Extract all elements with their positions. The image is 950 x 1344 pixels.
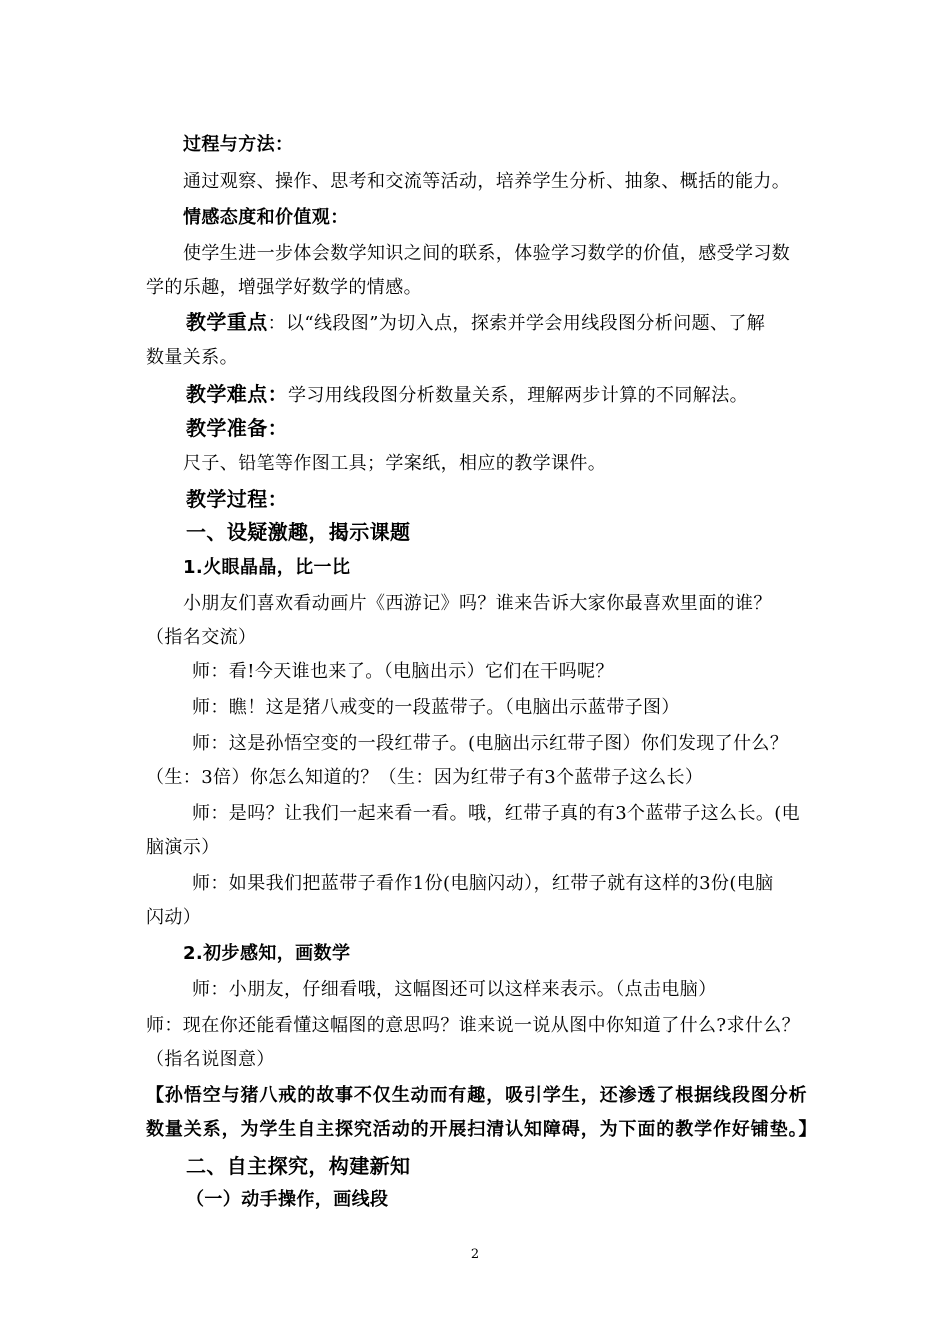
key-point-text: ：以“线段图”为切入点，探索并学会用线段图分析问题、了解 <box>267 313 766 334</box>
key-point-line2: 数量关系。 <box>146 347 238 368</box>
preparation-heading: 教学准备： <box>186 416 288 440</box>
paragraph-7: 师：小朋友，仔细看哦，这幅图还可以这样来表示。（点击电脑） <box>192 979 717 1000</box>
paragraph-2: 师：看!今天谁也来了。（电脑出示）它们在干吗呢？ <box>192 661 614 682</box>
paragraph-4-line2: （生：3倍）你怎么知道的？（生：因为红带子有3个蓝带子这么长） <box>146 767 704 788</box>
key-point-label: 教学重点 <box>186 310 268 334</box>
paragraph-8-line1: 师：现在你还能看懂这幅图的意思吗？谁来说一说从图中你知道了什么?求什么？ <box>146 1015 801 1036</box>
commentary-note-line2: 数量关系，为学生自主探究活动的开展扫清认知障碍，为下面的教学作好铺垫。】 <box>146 1119 818 1140</box>
sub-2-heading: 2.初步感知，画数学 <box>183 943 351 964</box>
emotion-text-line1: 使学生进一步体会数学知识之间的联系，体验学习数学的价值，感受学习数 <box>183 243 791 264</box>
page-number: 2 <box>470 1247 480 1262</box>
paragraph-3: 师：瞧！这是猪八戒变的一段蓝带子。（电脑出示蓝带子图） <box>192 697 680 718</box>
process-method-text: 通过观察、操作、思考和交流等活动，培养学生分析、抽象、概括的能力。 <box>183 171 791 192</box>
difficulty-line <box>186 382 748 408</box>
paragraph-5-line2: 脑演示） <box>146 837 220 858</box>
commentary-note-line1: 【孙悟空与猪八戒的故事不仅生动而有趣，吸引学生，还渗透了根据线段图分析 <box>146 1085 808 1106</box>
paragraph-6-line2: 闪动） <box>146 907 202 928</box>
sub-3-heading: （一）动手操作，画线段 <box>186 1189 389 1210</box>
key-point-line1 <box>186 310 765 336</box>
paragraph-8-line2: （指名说图意） <box>146 1049 275 1070</box>
preparation-text: 尺子、铅笔等作图工具；学案纸，相应的教学课件。 <box>183 453 607 474</box>
paragraph-1-line1: 小朋友们喜欢看动画片《西游记》吗？谁来告诉大家你最喜欢里面的谁？ <box>183 593 772 614</box>
process-method-heading: 过程与方法： <box>183 134 294 155</box>
section-2-heading: 二、自主探究，构建新知 <box>186 1154 411 1178</box>
paragraph-6-line1: 师：如果我们把蓝带子看作1份(电脑闪动），红带子就有这样的3份(电脑 <box>192 873 774 894</box>
paragraph-1-line2: （指名交流） <box>146 627 257 648</box>
paragraph-4-line1: 师：这是孙悟空变的一段红带子。(电脑出示红带子图）你们发现了什么？ <box>192 733 789 754</box>
emotion-text-line2: 学的乐趣，增强学好数学的情感。 <box>146 277 422 298</box>
sub-1-heading: 1.火眼晶晶，比一比 <box>183 557 351 578</box>
difficulty-label: 教学难点： <box>186 382 288 406</box>
section-1-heading: 一、设疑激趣，揭示课题 <box>186 520 411 544</box>
emotion-heading: 情感态度和价值观： <box>183 207 349 228</box>
process-heading: 教学过程： <box>186 487 288 511</box>
paragraph-5-line1: 师：是吗？让我们一起来看一看。哦，红带子真的有3个蓝带子这么长。(电 <box>192 803 801 824</box>
difficulty-text: 学习用线段图分析数量关系，理解两步计算的不同解法。 <box>288 385 748 406</box>
